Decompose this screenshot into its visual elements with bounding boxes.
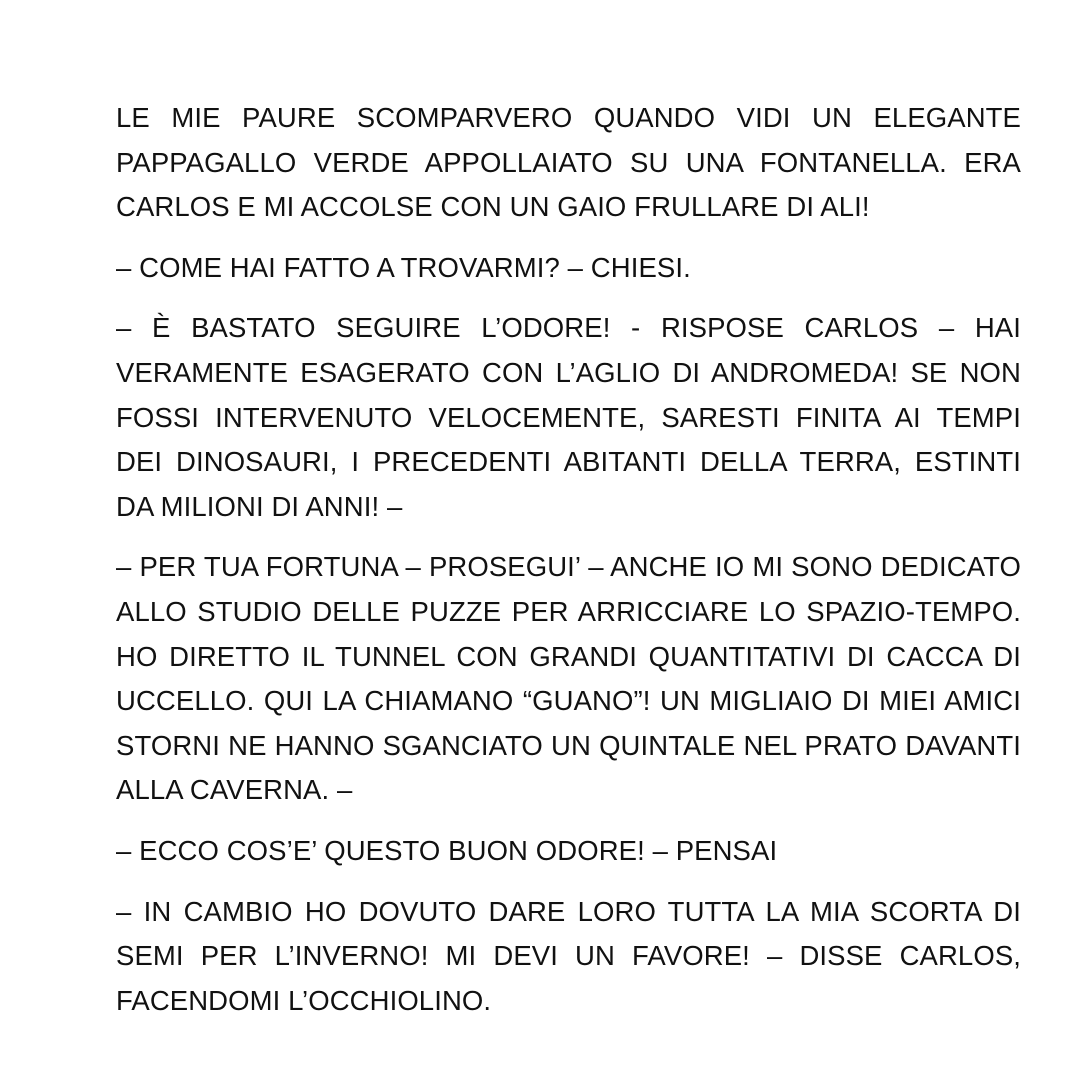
story-page [116, 96, 1021, 1039]
paragraph-4: – PER TUA FORTUNA – PROSEGUI’ – ANCHE IO MI SONO DEDICATO ALLO STUDIO DELLE PUZZE PER ARRICCIARE LO SPAZIO-TEMPO. HO DIRETTO IL TUNNEL CON GRANDI QUANTITATIVI DI CACCA DI UCCELLO. QUI LA CHIAMANO “GUANO”! UN MIGLIAIO DI MIEI AMICI STORNI NE HANNO SGANCIATO UN QUINTALE NEL PRATO DAVANTI ALLA CAVERNA. – [116, 551, 1021, 806]
paragraph-5: – ECCO COS’E’ QUESTO BUON ODORE! – PENSAI [116, 834, 778, 866]
paragraph-3: – È BASTATO SEGUIRE L’ODORE! - RISPOSE CARLOS – HAI VERAMENTE ESAGERATO CON L’AGLIO DI ANDROMEDA! SE NON FOSSI INTERVENUTO VELOCEMENTE, SARESTI FINITA AI TEMPI DEI DINOSAURI, I PRECEDENTI ABITANTI DELLA TERRA, ESTINTI DA MILIONI DI ANNI! – [116, 312, 1021, 522]
paragraph-1: LE MIE PAURE SCOMPARVERO QUANDO VIDI UN ELEGANTE PAPPAGALLO VERDE APPOLLAIATO SU UNA FONTANELLA. ERA CARLOS E MI ACCOLSE CON UN GAIO FRULLARE DI ALI! [116, 102, 1021, 223]
paragraph-2: – COME HAI FATTO A TROVARMI? – CHIESI. [116, 251, 691, 283]
paragraph-6: – IN CAMBIO HO DOVUTO DARE LORO TUTTA LA MIA SCORTA DI SEMI PER L’INVERNO! MI DEVI UN FAVORE! – DISSE CARLOS, FACENDOMI L’OCCHIOLINO. [116, 895, 1021, 1016]
